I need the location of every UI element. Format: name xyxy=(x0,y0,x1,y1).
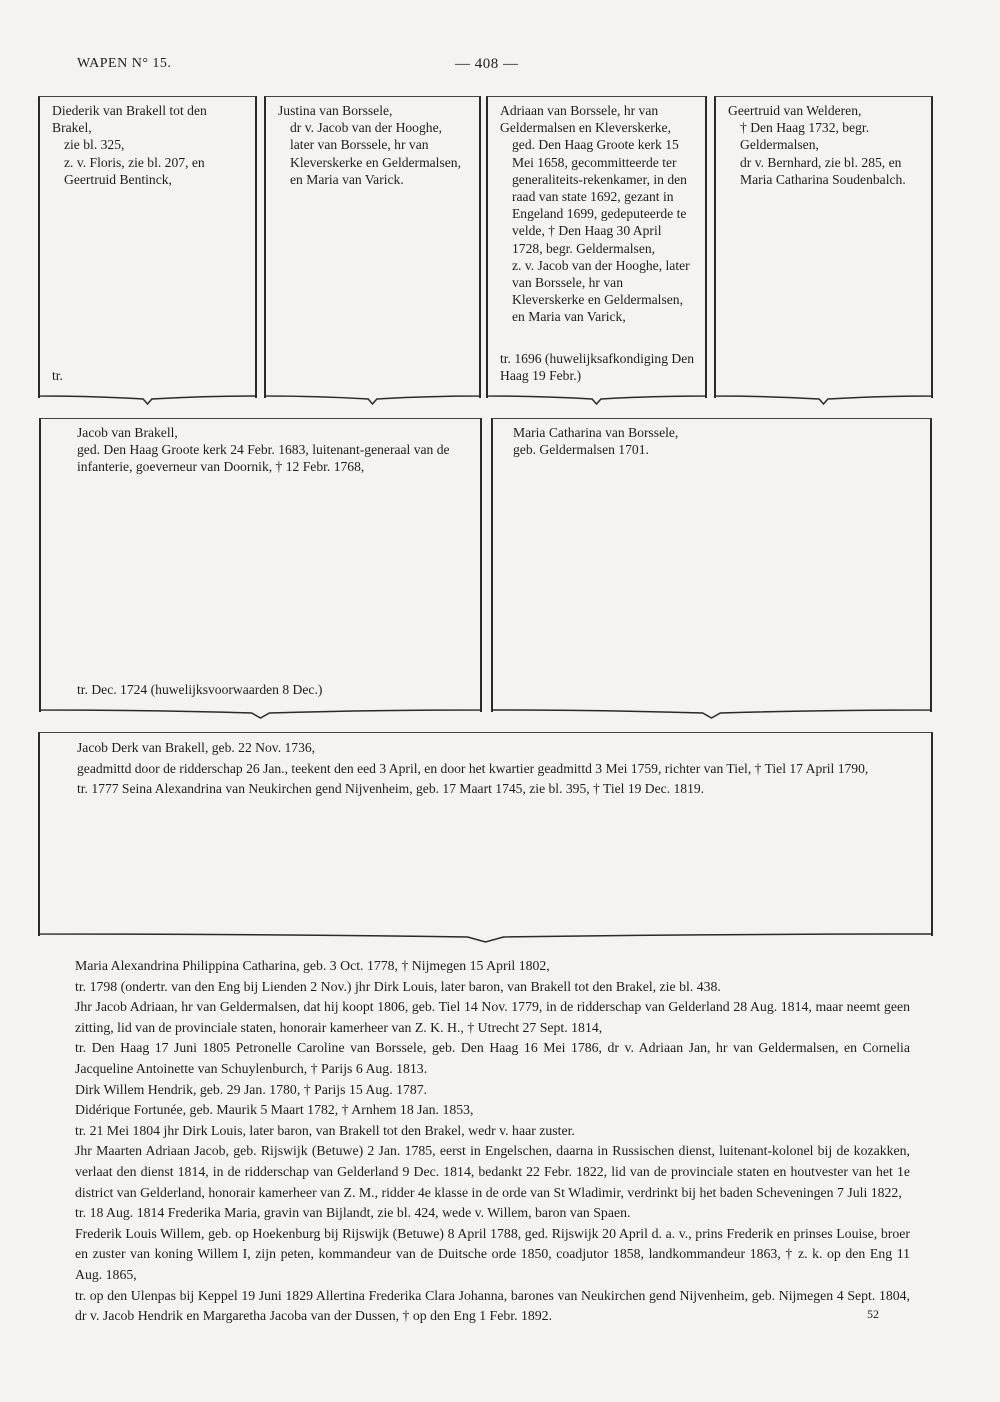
child-entry: Jhr Maarten Adriaan Jacob, geb. Rijswijk (Betuwe) 2 Jan. 1785, eerst in Engelschen, daarna in Russischen dienst, luitenant-kolonel bij de kozakken, verlaat den dienst 1814, in de ridderschap van Gelderland 9 Dec. 1814, bedankt 22 Febr. 1822, lid van de provinciale staten en houtvester van het 1e district van Gelderland, honorair kamerheer van Z. M., ridder 4e klasse in de orde van St Wladimir, verdrinkt bij het baden Scheveningen 7 Juli 1822, xyxy=(75,1143,910,1200)
entry-name: Diederik van Brakell tot den Brakel, xyxy=(52,103,207,136)
bracket-line xyxy=(38,390,257,406)
child-entry: Maria Alexandrina Philippina Catharina, geb. 3 Oct. 1778, † Nijmegen 15 April 1802, xyxy=(75,958,550,973)
entry-name: Jacob van Brakell, xyxy=(77,425,178,440)
page-number: — 408 — xyxy=(455,56,519,72)
entry-parents: dr v. Jacob van der Hooghe, later van Borssele, hr van Kleverskerke en Geldermalsen, en Maria van Varick. xyxy=(290,120,461,187)
entry-parents: z. v. Floris, zie bl. 207, en Geertruid Bentinck, xyxy=(64,154,205,187)
child-marriage: tr. 1798 (ondertr. van den Eng bij Lienden 2 Nov.) jhr Dirk Louis, later baron, van Brakell tot den Brakel, zie bl. 438. xyxy=(75,978,721,994)
entry-parents: dr v. Bernhard, zie bl. 285, en Maria Catharina Soudenbalch. xyxy=(740,154,906,187)
child-entry: Didérique Fortunée, geb. Maurik 5 Maart 1782, † Arnhem 18 Jan. 1853, xyxy=(75,1102,474,1118)
entry-name: Adriaan van Borssele, hr van Geldermalsen en Kleverskerke, xyxy=(500,103,671,136)
bracket-line xyxy=(714,390,933,406)
marriage-note: tr. Dec. 1724 (huwelijksvoorwaarden 8 Dec.) xyxy=(77,681,323,697)
child-marriage: tr. Den Haag 17 Juni 1805 Petronelle Caroline van Borssele, geb. Den Haag 16 Mei 1786, dr v. Adriaan Jan, hr van Geldermalsen, en Cornelia Jacqueline Antoinette van Schuylenburch, † Parijs 6 Aug. 1813. xyxy=(75,1040,910,1076)
bracket-line xyxy=(38,928,933,944)
bracket-line xyxy=(491,704,932,720)
entry-name: Justina van Borssele, xyxy=(278,103,393,118)
entry-details: geadmittd door de ridderschap 26 Jan., teekent den eed 3 April, en door het kwartier geadmittd 3 Mei 1759, richter van Tiel, † Tiel 17 April 1790, xyxy=(77,760,869,776)
parent-box-right xyxy=(491,418,932,712)
entry-marriage: tr. 1777 Seina Alexandrina van Neukirchen gend Nijvenheim, geb. 17 Maart 1745, zie bl. 395, † Tiel 19 Dec. 1819. xyxy=(77,781,705,796)
subject-box xyxy=(38,732,933,936)
marriage-note: tr. xyxy=(52,367,63,383)
children-list xyxy=(75,956,910,1327)
bracket-line xyxy=(264,390,481,406)
ancestor-box-4 xyxy=(714,96,933,398)
signature-number: 52 xyxy=(867,1307,879,1321)
entry-details: geb. Geldermalsen 1701. xyxy=(513,442,649,458)
ancestor-box-2 xyxy=(264,96,481,398)
entry-parents: z. v. Jacob van der Hooghe, later van Borssele, hr van Kleverskerke en Geldermalsen, en Maria van Varick, xyxy=(512,257,690,325)
bracket-line xyxy=(39,704,482,720)
entry-details: ged. Den Haag Groote kerk 15 Mei 1658, gecommitteerde ter generaliteits-rekenkamer, in den raad van state 1692, gezant in Engeland 1699, gedeputeerde te velde, † Den Haag 30 April 1728, begr. Geldermalsen, xyxy=(512,137,687,256)
bracket-line xyxy=(486,390,707,406)
child-marriage: tr. op den Ulenpas bij Keppel 19 Juni 1829 Allertina Frederika Clara Johanna, barones van Neukirchen gend Nijvenheim, geb. Nijmegen 4 Sept. 1804, dr v. Jacob Hendrik en Margaretha Jacoba van der Dussen, † op den Eng 1 Febr. 1892. xyxy=(75,1287,910,1324)
entry-details: ged. Den Haag Groote kerk 24 Febr. 1683, luitenant-generaal van de infanterie, goeverneur van Doornik, † 12 Febr. 1768, xyxy=(77,442,450,475)
child-marriage: tr. 18 Aug. 1814 Frederika Maria, gravin van Bijlandt, zie bl. 424, wede v. Willem, baron van Spaen. xyxy=(75,1205,631,1221)
child-entry: Dirk Willem Hendrik, geb. 29 Jan. 1780, † Parijs 15 Aug. 1787. xyxy=(75,1081,428,1097)
arms-number: WAPEN N° 15. xyxy=(77,56,172,71)
child-marriage: tr. 21 Mei 1804 jhr Dirk Louis, later baron, van Brakell tot den Brakel, wedr v. haar zuster. xyxy=(75,1122,575,1138)
entry-details: † Den Haag 1732, begr. Geldermalsen, xyxy=(740,120,870,153)
child-entry: Jhr Jacob Adriaan, hr van Geldermalsen, dat hij koopt 1806, geb. Tiel 14 Nov. 1779, in de ridderschap van Gelderland 28 Aug. 1814, maar neemt geen zitting, lid van de provinciale staten, honorair kamerheer van Z. K. H., † Utrecht 27 Sept. 1814, xyxy=(75,999,910,1035)
entry-ref: zie bl. 325, xyxy=(64,137,125,153)
entry-name: Geertruid van Welderen, xyxy=(728,103,862,118)
ancestor-box-3 xyxy=(486,96,707,398)
child-entry: Frederik Louis Willem, geb. op Hoekenburg bij Rijswijk (Betuwe) 8 April 1788, ged. Rijswijk 20 April d. a. v., prins Frederik en prinses Louise, broer en zuster van koning Willem I, zijn peten, kommandeur van de Duitsche orde 1850, coadjutor 1858, landkommandeur 1863, † z. k. op den Eng 11 Aug. 1865, xyxy=(75,1225,910,1282)
parent-box-left xyxy=(39,418,482,712)
entry-name: Maria Catharina van Borssele, xyxy=(513,425,679,440)
entry-name: Jacob Derk van Brakell, geb. 22 Nov. 1736, xyxy=(77,740,316,755)
marriage-note: tr. 1696 (huwelijksafkondiging Den Haag 19 Febr.) xyxy=(500,350,695,383)
ancestor-box-1 xyxy=(38,96,257,398)
